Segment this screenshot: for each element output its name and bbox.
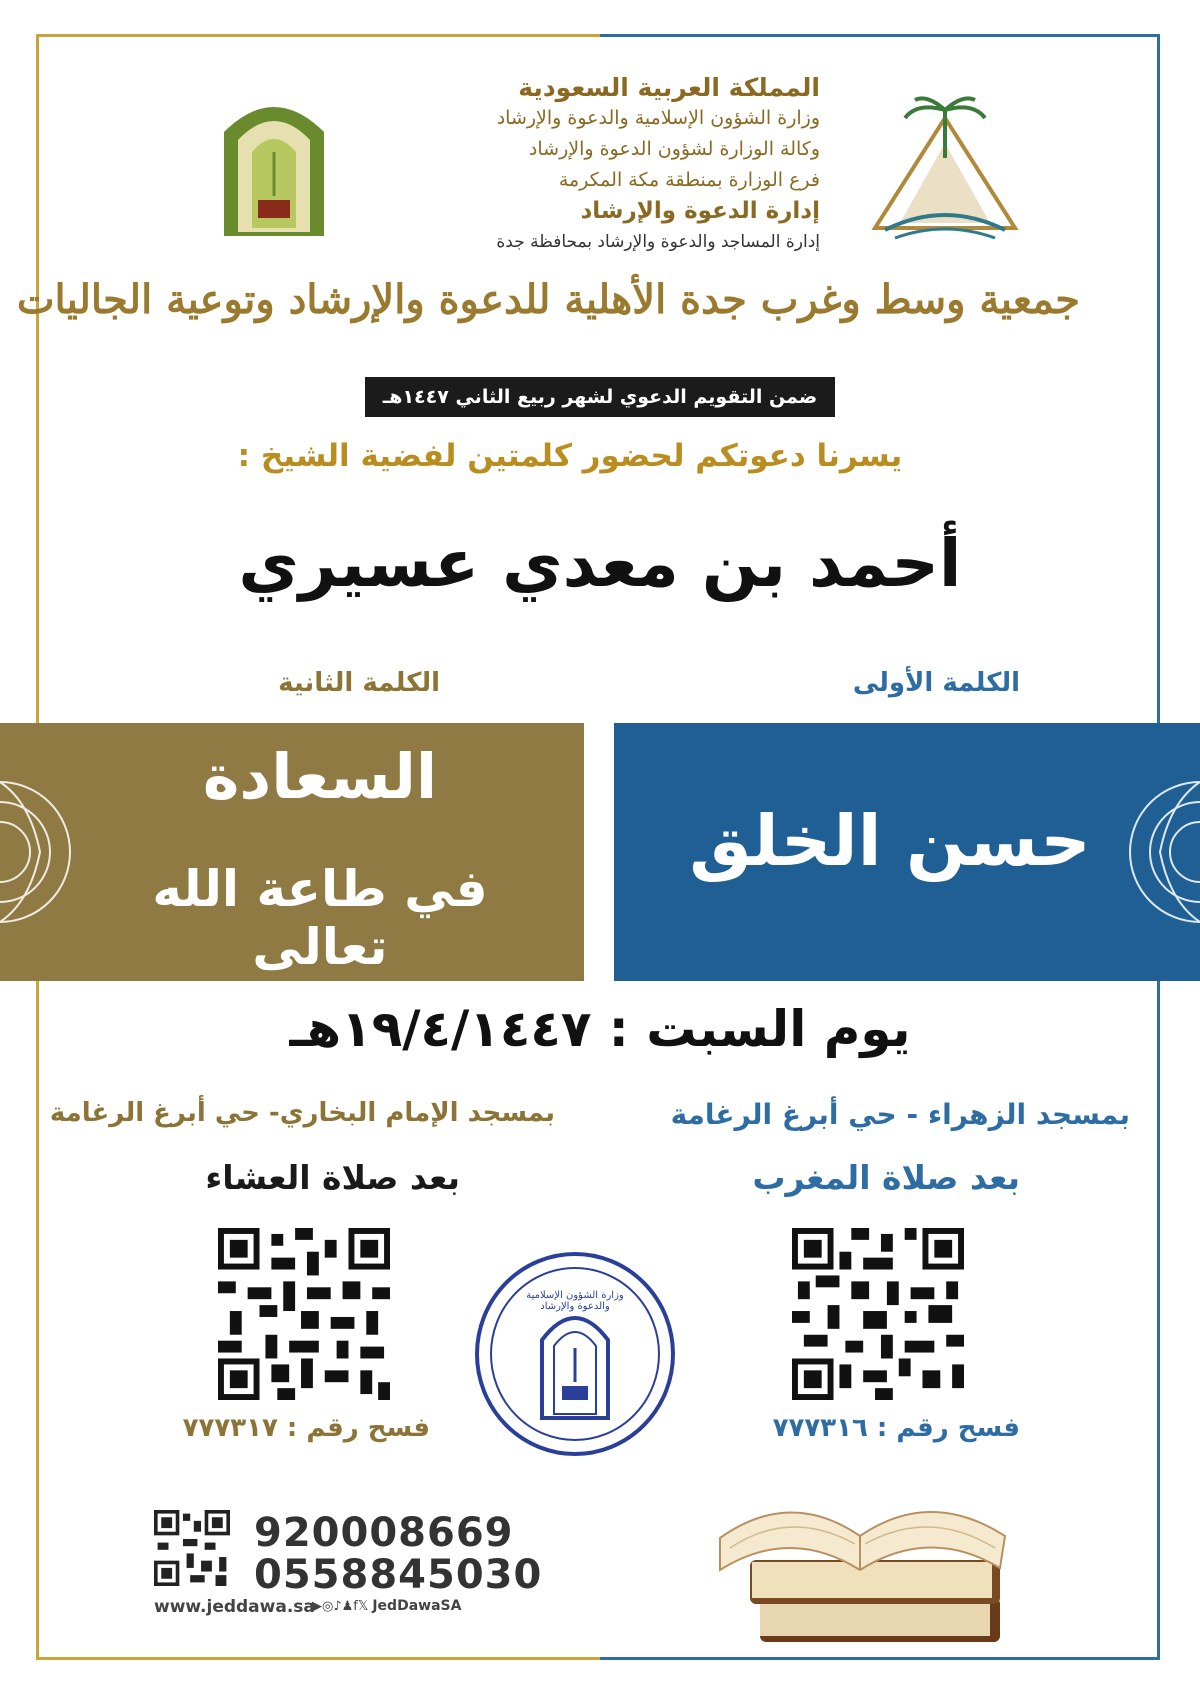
phone-number[interactable]: 920008669 — [254, 1510, 514, 1556]
header-text — [400, 72, 820, 258]
header-line: المملكة العربية السعودية — [518, 73, 820, 102]
header-line: وزارة الشؤون الإسلامية والدعوة والإرشاد — [496, 107, 820, 129]
talk2-title-line1: السعادة — [202, 740, 438, 813]
header-line: وكالة الوزارة لشؤون الدعوة والإرشاد — [528, 138, 820, 160]
social-handle[interactable] — [312, 1598, 461, 1614]
header-line: إدارة المساجد والدعوة والإرشاد بمحافظة جدة — [496, 232, 820, 252]
ornament-icon — [0, 752, 90, 952]
talk1-time: بعد صلاة المغرب — [752, 1158, 1020, 1197]
talk1-mosque: بمسجد الزهراء - حي أبرغ الرغامة — [670, 1098, 1130, 1131]
association-name: جمعية وسط وغرب جدة الأهلية للدعوة والإرشاد وتوعية الجاليات — [16, 276, 1080, 323]
seal-text: وزارة الشؤون الإسلامية والدعوة والإرشاد — [526, 1290, 624, 1312]
talk1-permit: فسح رقم : ٧٧٧٣١٦ — [772, 1413, 1020, 1443]
event-date: يوم السبت : ١٩/٤/١٤٤٧هـ — [289, 1000, 911, 1058]
invitation-text: يسرنا دعوتكم لحضور كلمتين لفضية الشيخ : — [237, 438, 903, 474]
sabeeli-logo-icon — [855, 88, 1035, 248]
qr-code-icon[interactable] — [218, 1228, 390, 1400]
qr-code-icon[interactable] — [154, 1510, 230, 1586]
talk2-mosque: بمسجد الإمام البخاري- حي أبرغ الرغامة — [49, 1098, 555, 1128]
talk2-permit: فسح رقم : ٧٧٧٣١٧ — [182, 1413, 430, 1443]
social-icons: ▶◎♪♟f𝕏 — [312, 1598, 369, 1614]
social-handle-text: JedDawaSA — [372, 1598, 462, 1614]
header-line: إدارة الدعوة والإرشاد — [580, 198, 820, 224]
talk2-time: بعد صلاة العشاء — [205, 1158, 460, 1197]
phone-number[interactable]: 0558845030 — [254, 1552, 543, 1598]
talk1-label: الكلمة الأولى — [852, 668, 1020, 698]
header-line: فرع الوزارة بمنطقة مكة المكرمة — [558, 169, 820, 191]
books-icon — [700, 1478, 1020, 1648]
qr-code-icon[interactable] — [792, 1228, 964, 1400]
talk2-title-line2: في طاعة الله تعالى — [152, 860, 488, 976]
talk2-label: الكلمة الثانية — [278, 668, 440, 698]
talk1-title: حسن الخلق — [689, 800, 1091, 882]
seal-icon — [470, 1248, 680, 1460]
calendar-note: ضمن التقويم الدعوي لشهر ربيع الثاني ١٤٤٧هـ — [365, 377, 835, 417]
website-link[interactable]: www.jeddawa.sa — [154, 1597, 315, 1617]
ministry-logo-icon — [218, 92, 330, 236]
sheikh-name: أحمد بن معدي عسيري — [238, 525, 962, 602]
